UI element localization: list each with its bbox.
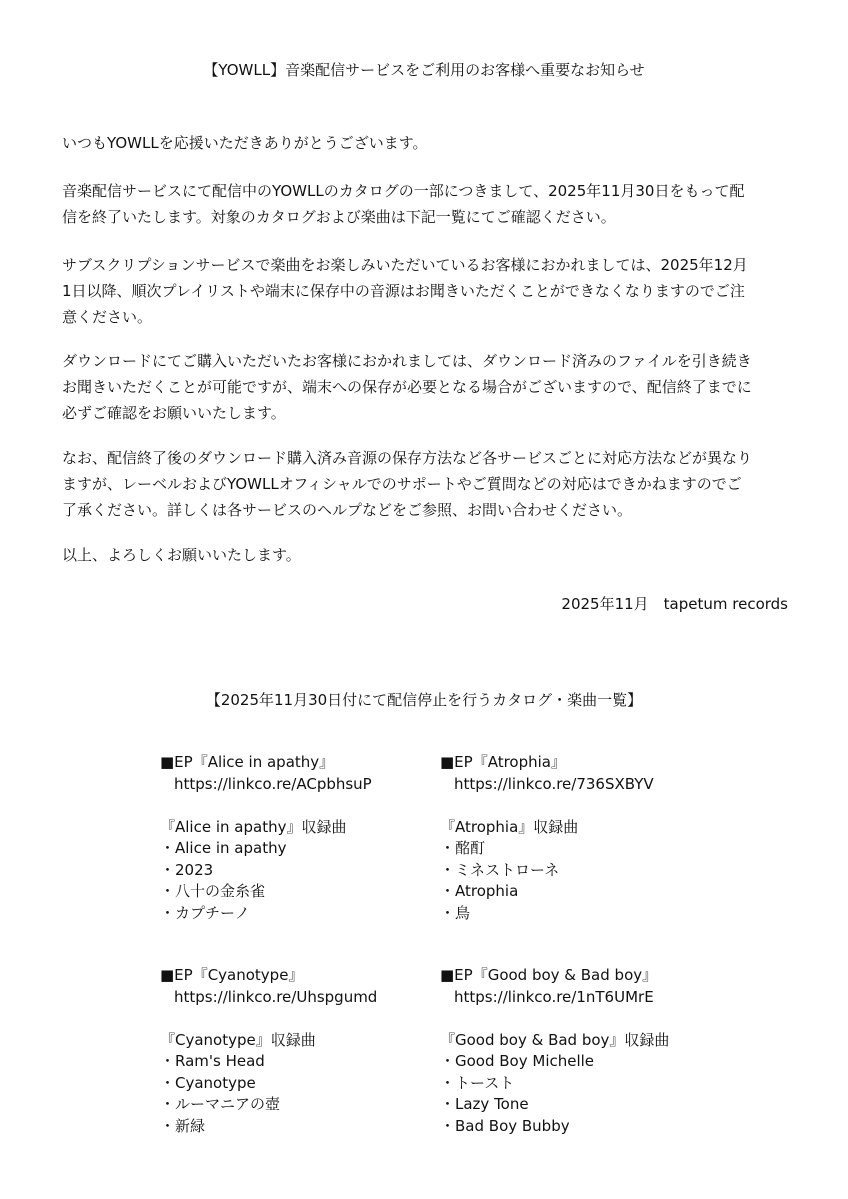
download-paragraph	[62, 348, 794, 426]
catalog-list-title: 【2025年11月30日付にて配信停止を行うカタログ・楽曲一覧】	[205, 691, 643, 709]
ep-block-good-boy-bad-boy	[440, 965, 700, 1137]
track-item: ・Cyanotype	[160, 1073, 256, 1092]
track-item: ・Lazy Tone	[440, 1095, 529, 1113]
spacer	[440, 795, 700, 817]
ep-heading: ■EP『Atrophia』	[440, 753, 566, 771]
text-line: 信を終了いたします。対象のカタログおよび楽曲は下記一覧にてご確認ください。	[62, 208, 616, 226]
spacer	[160, 795, 420, 817]
ep-heading: ■EP『Alice in apathy』	[160, 753, 335, 771]
spacer	[440, 1008, 700, 1030]
track-item: ・2023	[160, 860, 214, 879]
signature: 2025年11月 tapetum records	[561, 595, 788, 613]
track-item: ・Ram's Head	[160, 1052, 265, 1070]
greeting-paragraph	[62, 130, 794, 156]
track-item: ・Bad Boy Bubby	[440, 1116, 570, 1135]
track-item: ・鳥	[440, 903, 471, 922]
text-line: 了承ください。詳しくは各サービスのヘルプなどをご参照、お問い合わせください。	[62, 501, 633, 519]
notice-title: 【YOWLL】音楽配信サービスをご利用のお客様へ重要なお知らせ	[203, 61, 645, 79]
ep-block-cyanotype	[160, 965, 420, 1137]
track-item: ・新緑	[160, 1116, 206, 1135]
track-item: ・トースト	[440, 1073, 515, 1092]
track-item: ・八十の金糸雀	[160, 882, 266, 900]
track-item: ・Atrophia	[440, 882, 519, 900]
ep-link[interactable]: https://linkco.re/736SXBYV	[454, 774, 654, 793]
text-line: いつもYOWLLを応援いただきありがとうございます。	[62, 134, 428, 152]
track-item: ・Good Boy Michelle	[440, 1052, 595, 1070]
text-line: 意ください。	[62, 308, 153, 326]
tracks-heading: 『Good boy & Bad boy』収録曲	[440, 1030, 670, 1049]
text-line: お聞きいただくことが可能ですが、端末への保存が必要となる場合がございますので、配信終了までに	[62, 378, 752, 396]
text-line: 必ずご確認をお願いいたします。	[62, 404, 286, 422]
track-item: ・酩酊	[440, 839, 486, 857]
ep-link[interactable]: https://linkco.re/Uhspgumd	[174, 987, 378, 1006]
text-line: ますが、レーベルおよびYOWLLオフィシャルでのサポートやご質問などの対応はできかねますのでご	[62, 475, 742, 493]
tracks-heading: 『Cyanotype』収録曲	[160, 1030, 316, 1049]
track-item: ・カプチーノ	[160, 903, 250, 922]
subscription-paragraph	[62, 252, 794, 330]
tracks-heading: 『Atrophia』収録曲	[440, 817, 579, 836]
track-item: ・ミネストローネ	[440, 860, 560, 879]
text-line: 音楽配信サービスにて配信中のYOWLLのカタログの一部につきまして、2025年11月30日をもって配	[62, 182, 745, 200]
text-line: サブスクリプションサービスで楽曲をお楽しみいただいているお客様におかれましては、2025年12月	[62, 256, 748, 274]
ep-link[interactable]: https://linkco.re/1nT6UMrE	[454, 987, 654, 1006]
ep-link[interactable]: https://linkco.re/ACpbhsuP	[174, 774, 372, 793]
tracks-heading: 『Alice in apathy』収録曲	[160, 817, 347, 836]
text-line: 以上、よろしくお願いいたします。	[62, 546, 301, 564]
ep-heading: ■EP『Cyanotype』	[160, 966, 304, 984]
text-line: なお、配信終了後のダウンロード購入済み音源の保存方法など各サービスごとに対応方法などが異なり	[62, 449, 753, 467]
track-item: ・ルーマニアの壺	[160, 1095, 281, 1113]
text-line: ダウンロードにてご購入いただいたお客様におかれましては、ダウンロード済みのファイルを引き続き	[62, 352, 752, 370]
support-paragraph	[62, 445, 794, 523]
track-item: ・Alice in apathy	[160, 839, 287, 857]
text-line: 1日以降、順次プレイリストや端末に保存中の音源はお聞きいただくことができなくなりますのでご注	[62, 282, 745, 300]
ep-heading: ■EP『Good boy & Bad boy』	[440, 966, 658, 984]
ep-block-atrophia	[440, 752, 700, 924]
ep-block-alice-in-apathy	[160, 752, 420, 924]
end-of-distribution-paragraph	[62, 178, 794, 230]
closing-paragraph	[62, 542, 794, 568]
spacer	[160, 1008, 420, 1030]
